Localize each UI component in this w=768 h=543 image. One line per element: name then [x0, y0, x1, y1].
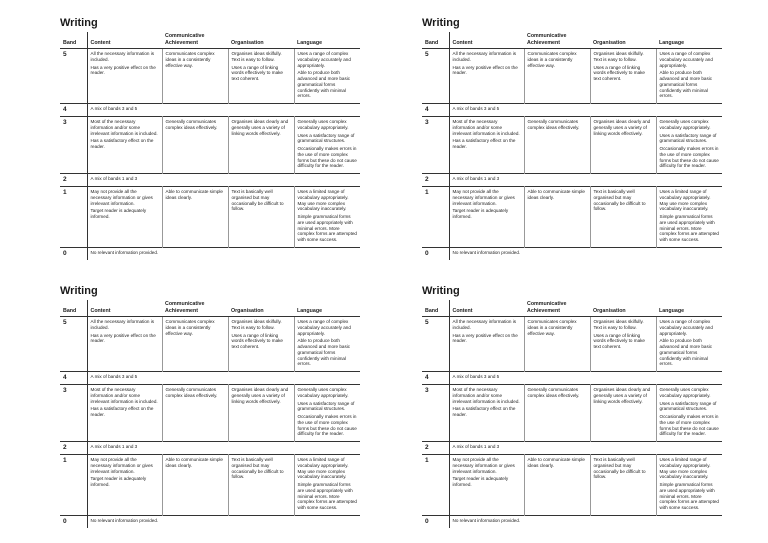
mixed-band-text: A mix of bands 1 and 3	[87, 442, 360, 455]
organisation-cell	[228, 385, 294, 442]
content-text: Has a very positive effect on the reader.	[90, 332, 156, 344]
content-text: Has a satisfactory effect on the reader.	[452, 138, 516, 150]
band-number: 1	[60, 455, 87, 516]
band-0-row	[422, 247, 722, 260]
no-information-text: No relevant information provided.	[87, 515, 162, 528]
band-3-row	[60, 385, 360, 442]
band-header: Band	[422, 32, 449, 49]
band-2-row	[422, 174, 722, 187]
achievement-cell	[524, 317, 590, 372]
language-text: Uses a limited range of vocabulary appropriately. May use more complex vocabulary inaccurately.	[659, 457, 711, 480]
language-text: Occasionally makes errors in the use of more complex forms but these do not cause difficulty for the reader.	[659, 414, 719, 437]
band-number: 3	[60, 117, 87, 174]
band-header: Band	[60, 300, 87, 317]
rubric-table	[60, 32, 360, 260]
rubric-card	[422, 17, 722, 260]
language-text: Uses a satisfactory range of grammatical structures.	[659, 132, 717, 144]
achievement-text: Generally communicates complex ideas effectively.	[527, 387, 580, 398]
content-text: All the necessary information is included.	[90, 319, 155, 330]
mixed-band-text: A mix of bands 3 and 5	[87, 372, 360, 385]
language-text: Able to produce both advanced and more basic grammatical forms confidently with minimal errors.	[297, 338, 351, 367]
organisation-header: Organisation	[590, 32, 656, 49]
content-cell	[87, 455, 162, 516]
mixed-band-text: A mix of bands 3 and 5	[449, 104, 722, 117]
band-4-row	[422, 372, 722, 385]
organisation-cell	[590, 455, 656, 516]
band-4-row	[422, 104, 722, 117]
content-cell	[449, 117, 524, 174]
band-1-row	[60, 455, 360, 516]
language-text: Uses a satisfactory range of grammatical structures.	[297, 132, 355, 144]
band-5-row	[422, 49, 722, 104]
achievement-text: Able to communicate simple ideas clearly.	[165, 457, 223, 468]
achievement-cell	[524, 455, 590, 516]
content-cell	[449, 385, 524, 442]
language-cell	[294, 49, 360, 104]
organisation-text: Uses a range of linking words effectively to make text coherent.	[593, 64, 645, 82]
content-text: Has a satisfactory effect on the reader.	[90, 406, 154, 418]
mixed-band-text: A mix of bands 1 and 3	[449, 442, 722, 455]
content-text: Has a very positive effect on the reader.	[452, 332, 518, 344]
rubric-card	[60, 285, 360, 528]
band-2-row	[60, 174, 360, 187]
content-cell	[87, 49, 162, 104]
language-text: Uses a satisfactory range of grammatical structures.	[659, 400, 717, 412]
achievement-text: Communicates complex ideas in a consistently effective way.	[165, 319, 215, 336]
mixed-band-text: A mix of bands 1 and 3	[87, 174, 360, 187]
content-text: All the necessary information is included.	[452, 319, 517, 330]
language-text: Generally uses complex vocabulary appropriately.	[659, 387, 711, 398]
organisation-text: Organises ideas skilfully. Text is easy to follow.	[231, 51, 282, 62]
organisation-cell	[590, 187, 656, 248]
language-text: Generally uses complex vocabulary appropriately.	[297, 387, 349, 398]
language-text: Uses a range of complex vocabulary accurately and appropriately.	[297, 319, 351, 336]
achievement-header: Communicative Achievement	[162, 32, 228, 49]
language-text: Occasionally makes errors in the use of more complex forms but these do not cause difficulty for the reader.	[659, 146, 719, 169]
band-number: 0	[60, 247, 87, 260]
band-number: 2	[60, 442, 87, 455]
content-cell	[449, 317, 524, 372]
content-cell	[87, 317, 162, 372]
organisation-cell	[228, 117, 294, 174]
organisation-cell	[228, 455, 294, 516]
language-cell	[656, 49, 722, 104]
content-text: Target reader is adequately informed.	[452, 476, 509, 488]
content-header: Content	[449, 32, 524, 49]
achievement-header: Communicative Achievement	[162, 300, 228, 317]
band-number: 4	[60, 372, 87, 385]
band-3-row	[60, 117, 360, 174]
organisation-text: Uses a range of linking words effectively to make text coherent.	[593, 332, 645, 350]
language-header: Language	[656, 32, 722, 49]
achievement-header: Communicative Achievement	[524, 300, 590, 317]
band-header: Band	[60, 32, 87, 49]
organisation-cell	[590, 317, 656, 372]
no-information-text: No relevant information provided.	[449, 515, 524, 528]
header-row	[422, 32, 722, 49]
organisation-cell	[590, 385, 656, 442]
content-text: May not provide all the necessary information or gives irrelevant information.	[452, 457, 515, 474]
achievement-text: Able to communicate simple ideas clearly.	[527, 189, 585, 200]
organisation-text: Text is basically well organised but may occasionally be difficult to follow.	[231, 457, 284, 480]
content-text: All the necessary information is included.	[90, 51, 155, 62]
organisation-cell	[228, 187, 294, 248]
language-cell	[656, 317, 722, 372]
content-text: All the necessary information is included.	[452, 51, 517, 62]
language-header: Language	[294, 300, 360, 317]
content-text: May not provide all the necessary information or gives irrelevant information.	[90, 189, 153, 206]
organisation-text: Organises ideas skilfully. Text is easy to follow.	[593, 319, 644, 330]
organisation-text: Text is basically well organised but may occasionally be difficult to follow.	[231, 189, 284, 212]
organisation-text: Organises ideas clearly and generally uses a variety of linking words effectively.	[593, 387, 651, 404]
card-title: Writing	[60, 285, 98, 297]
band-4-row	[60, 104, 360, 117]
organisation-header: Organisation	[228, 300, 294, 317]
language-text: Uses a limited range of vocabulary appropriately. May use more complex vocabulary inaccurately.	[659, 189, 711, 212]
achievement-text: Generally communicates complex ideas effectively.	[527, 119, 580, 130]
rubric-card	[422, 285, 722, 528]
content-text: Target reader is adequately informed.	[90, 476, 147, 488]
content-text: May not provide all the necessary information or gives irrelevant information.	[452, 189, 515, 206]
achievement-text: Communicates complex ideas in a consistently effective way.	[527, 319, 577, 336]
content-header: Content	[87, 32, 162, 49]
band-number: 3	[422, 385, 449, 442]
band-number: 1	[422, 455, 449, 516]
band-4-row	[60, 372, 360, 385]
rubric-table	[60, 300, 360, 528]
content-text: Has a very positive effect on the reader.	[90, 64, 156, 76]
band-1-row	[422, 455, 722, 516]
achievement-text: Generally communicates complex ideas effectively.	[165, 119, 218, 130]
band-header: Band	[422, 300, 449, 317]
band-2-row	[422, 442, 722, 455]
language-text: Occasionally makes errors in the use of more complex forms but these do not cause difficulty for the reader.	[297, 146, 357, 169]
organisation-cell	[228, 317, 294, 372]
achievement-cell	[162, 49, 228, 104]
band-3-row	[422, 117, 722, 174]
achievement-text: Communicates complex ideas in a consistently effective way.	[165, 51, 215, 68]
achievement-text: Generally communicates complex ideas effectively.	[165, 387, 218, 398]
content-cell	[449, 187, 524, 248]
achievement-text: Able to communicate simple ideas clearly.	[527, 457, 585, 468]
achievement-cell	[162, 317, 228, 372]
band-number: 2	[422, 442, 449, 455]
organisation-cell	[590, 49, 656, 104]
content-cell	[87, 187, 162, 248]
band-number: 4	[422, 372, 449, 385]
language-text: Occasionally makes errors in the use of more complex forms but these do not cause difficulty for the reader.	[297, 414, 357, 437]
organisation-text: Organises ideas clearly and generally uses a variety of linking words effectively.	[593, 119, 651, 136]
band-number: 2	[60, 174, 87, 187]
band-1-row	[422, 187, 722, 248]
achievement-text: Communicates complex ideas in a consistently effective way.	[527, 51, 577, 68]
organisation-cell	[228, 49, 294, 104]
rubric-table	[422, 32, 722, 260]
organisation-cell	[590, 117, 656, 174]
content-text: Has a satisfactory effect on the reader.	[90, 138, 154, 150]
language-cell	[294, 187, 360, 248]
content-text: Target reader is adequately informed.	[452, 208, 509, 220]
language-text: Simple grammatical forms are used appropriately with minimal errors. More complex forms are attempted with some success.	[297, 482, 357, 511]
language-text: Simple grammatical forms are used appropriately with minimal errors. More complex forms are attempted with some success.	[659, 214, 719, 243]
language-cell	[294, 317, 360, 372]
organisation-header: Organisation	[228, 32, 294, 49]
organisation-text: Text is basically well organised but may occasionally be difficult to follow.	[593, 189, 646, 212]
language-cell	[656, 117, 722, 174]
language-text: Uses a limited range of vocabulary appropriately. May use more complex vocabulary inaccurately.	[297, 189, 349, 212]
band-number: 5	[422, 49, 449, 104]
achievement-header: Communicative Achievement	[524, 32, 590, 49]
band-0-row	[60, 515, 360, 528]
language-text: Uses a range of complex vocabulary accurately and appropriately.	[659, 319, 713, 336]
band-number: 5	[60, 49, 87, 104]
achievement-cell	[162, 187, 228, 248]
organisation-text: Organises ideas clearly and generally uses a variety of linking words effectively.	[231, 387, 289, 404]
organisation-text: Text is basically well organised but may occasionally be difficult to follow.	[593, 457, 646, 480]
organisation-header: Organisation	[590, 300, 656, 317]
language-text: Uses a satisfactory range of grammatical structures.	[297, 400, 355, 412]
header-row	[60, 300, 360, 317]
achievement-cell	[524, 187, 590, 248]
band-number: 4	[422, 104, 449, 117]
band-number: 5	[60, 317, 87, 372]
rubric-card	[60, 17, 360, 260]
organisation-text: Organises ideas skilfully. Text is easy to follow.	[231, 319, 282, 330]
card-title: Writing	[422, 17, 460, 29]
language-text: Uses a limited range of vocabulary appropriately. May use more complex vocabulary inaccurately.	[297, 457, 349, 480]
band-number: 5	[422, 317, 449, 372]
organisation-text: Uses a range of linking words effectively to make text coherent.	[231, 332, 283, 350]
content-text: Most of the necessary information and/or some irrelevant information is included.	[452, 119, 520, 136]
band-2-row	[60, 442, 360, 455]
language-cell	[656, 385, 722, 442]
band-number: 3	[60, 385, 87, 442]
band-number: 0	[422, 515, 449, 528]
band-0-row	[422, 515, 722, 528]
content-text: Target reader is adequately informed.	[90, 208, 147, 220]
card-title: Writing	[422, 285, 460, 297]
content-text: Has a satisfactory effect on the reader.	[452, 406, 516, 418]
organisation-text: Organises ideas skilfully. Text is easy to follow.	[593, 51, 644, 62]
band-5-row	[60, 49, 360, 104]
achievement-cell	[162, 455, 228, 516]
language-text: Able to produce both advanced and more basic grammatical forms confidently with minimal errors.	[659, 70, 713, 99]
mixed-band-text: A mix of bands 3 and 5	[449, 372, 722, 385]
band-number: 1	[60, 187, 87, 248]
language-cell	[656, 455, 722, 516]
language-text: Simple grammatical forms are used appropriately with minimal errors. More complex forms are attempted with some success.	[659, 482, 719, 511]
language-cell	[294, 455, 360, 516]
band-number: 0	[60, 515, 87, 528]
band-number: 1	[422, 187, 449, 248]
language-text: Uses a range of complex vocabulary accurately and appropriately.	[297, 51, 351, 68]
no-information-text: No relevant information provided.	[87, 247, 162, 260]
language-header: Language	[656, 300, 722, 317]
content-header: Content	[449, 300, 524, 317]
content-text: Most of the necessary information and/or some irrelevant information is included.	[90, 119, 158, 136]
no-information-text: No relevant information provided.	[449, 247, 524, 260]
band-0-row	[60, 247, 360, 260]
organisation-text: Uses a range of linking words effectively to make text coherent.	[231, 64, 283, 82]
band-3-row	[422, 385, 722, 442]
content-cell	[449, 455, 524, 516]
achievement-cell	[162, 385, 228, 442]
language-cell	[294, 117, 360, 174]
mixed-band-text: A mix of bands 3 and 5	[87, 104, 360, 117]
language-cell	[656, 187, 722, 248]
achievement-cell	[162, 117, 228, 174]
achievement-cell	[524, 117, 590, 174]
mixed-band-text: A mix of bands 1 and 3	[449, 174, 722, 187]
language-text: Able to produce both advanced and more basic grammatical forms confidently with minimal errors.	[297, 70, 351, 99]
language-text: Generally uses complex vocabulary appropriately.	[297, 119, 349, 130]
band-number: 2	[422, 174, 449, 187]
language-text: Able to produce both advanced and more basic grammatical forms confidently with minimal errors.	[659, 338, 713, 367]
content-text: Most of the necessary information and/or some irrelevant information is included.	[452, 387, 520, 404]
organisation-text: Organises ideas clearly and generally uses a variety of linking words effectively.	[231, 119, 289, 136]
band-number: 0	[422, 247, 449, 260]
band-number: 4	[60, 104, 87, 117]
content-header: Content	[87, 300, 162, 317]
content-cell	[449, 49, 524, 104]
achievement-text: Able to communicate simple ideas clearly.	[165, 189, 223, 200]
language-text: Generally uses complex vocabulary appropriately.	[659, 119, 711, 130]
content-cell	[87, 117, 162, 174]
band-5-row	[422, 317, 722, 372]
achievement-cell	[524, 49, 590, 104]
content-text: Has a very positive effect on the reader.	[452, 64, 518, 76]
content-text: Most of the necessary information and/or some irrelevant information is included.	[90, 387, 158, 404]
language-header: Language	[294, 32, 360, 49]
content-cell	[87, 385, 162, 442]
rubric-table	[422, 300, 722, 528]
language-cell	[294, 385, 360, 442]
band-1-row	[60, 187, 360, 248]
language-text: Simple grammatical forms are used appropriately with minimal errors. More complex forms are attempted with some success.	[297, 214, 357, 243]
header-row	[60, 32, 360, 49]
content-text: May not provide all the necessary information or gives irrelevant information.	[90, 457, 153, 474]
language-text: Uses a range of complex vocabulary accurately and appropriately.	[659, 51, 713, 68]
card-title: Writing	[60, 17, 98, 29]
achievement-cell	[524, 385, 590, 442]
header-row	[422, 300, 722, 317]
band-number: 3	[422, 117, 449, 174]
band-5-row	[60, 317, 360, 372]
